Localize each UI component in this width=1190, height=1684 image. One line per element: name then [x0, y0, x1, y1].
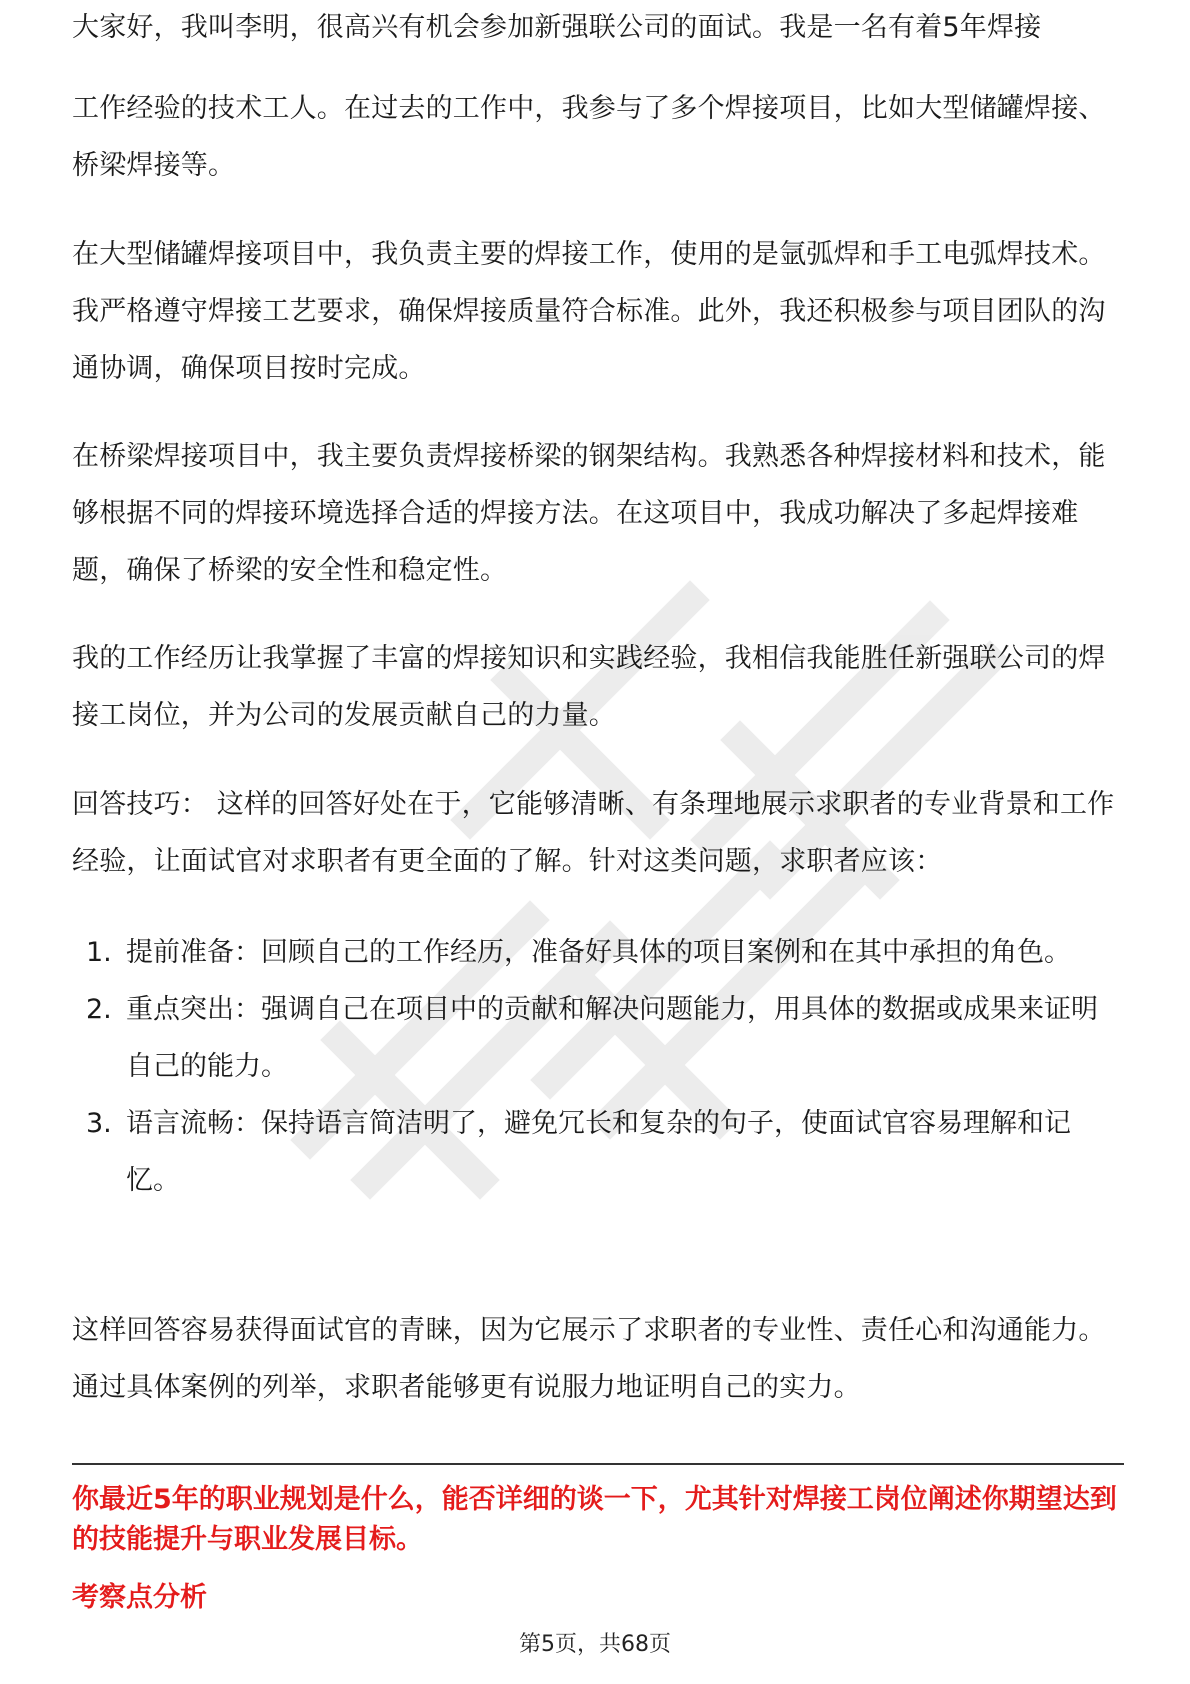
- list-item-number: 2.: [86, 994, 112, 1025]
- list-item: [72, 981, 1124, 1095]
- paragraph-bridge-project: [72, 428, 1124, 599]
- paragraph-text: 这样回答容易获得面试官的青睐，因为它展示了求职者的专业性、责任心和沟通能力。通过具体案例的列举，求职者能够更有说服力地证明自己的实力。: [72, 1315, 1106, 1403]
- list-item-text: 语言流畅：保持语言简洁明了，避免冗长和复杂的句子，使面试官容易理解和记忆。: [126, 1108, 1071, 1196]
- analysis-section-label: 考察点分析: [72, 1582, 207, 1613]
- paragraph-conclusion: [72, 630, 1124, 744]
- clipped-top-line: [72, 12, 1124, 58]
- list-item-number: 3.: [86, 1108, 112, 1139]
- list-item-text: 重点突出：强调自己在项目中的贡献和解决问题能力，用具体的数据或成果来证明自己的能力。: [126, 994, 1098, 1082]
- list-item: [72, 1095, 1124, 1209]
- paragraph-text: 在大型储罐焊接项目中，我负责主要的焊接工作，使用的是氩弧焊和手工电弧焊技术。我严格遵守焊接工艺要求，确保焊接质量符合标准。此外，我还积极参与项目团队的沟通协调，确保项目按时完成。: [72, 239, 1106, 384]
- list-item-number: 1.: [86, 937, 112, 968]
- paragraph-text: 我的工作经历让我掌握了丰富的焊接知识和实践经验，我相信我能胜任新强联公司的焊接工岗位，并为公司的发展贡献自己的力量。: [72, 643, 1106, 731]
- paragraph-text: 工作经验的技术工人。在过去的工作中，我参与了多个焊接项目，比如大型储罐焊接、桥梁焊接等。: [72, 93, 1106, 181]
- section-divider: [72, 1463, 1124, 1465]
- paragraph-storage-tank-project: [72, 226, 1124, 397]
- tips-list: [72, 924, 1124, 1209]
- list-item-text: 提前准备：回顾自己的工作经历，准备好具体的项目案例和在其中承担的角色。: [126, 937, 1071, 968]
- top-partial-line: 大家好，我叫李明，很高兴有机会参加新强联公司的面试。我是一名有着5年焊接: [72, 12, 1042, 43]
- interview-question-heading: 你最近5年的职业规划是什么，能否详细的谈一下，尤其针对焊接工岗位阐述你期望达到的技能提升与职业发展目标。: [72, 1484, 1117, 1555]
- paragraph-closing: [72, 1302, 1124, 1416]
- paragraph-experience-intro: [72, 80, 1124, 194]
- paragraph-text: 回答技巧： 这样的回答好处在于，它能够清晰、有条理地展示求职者的专业背景和工作经验，让面试官对求职者有更全面的了解。针对这类问题，求职者应该：: [72, 789, 1115, 877]
- paragraph-answer-tips: [72, 776, 1124, 890]
- list-item: [72, 924, 1124, 981]
- paragraph-text: 在桥梁焊接项目中，我主要负责焊接桥梁的钢架结构。我熟悉各种焊接材料和技术，能够根据不同的焊接环境选择合适的焊接方法。在这项目中，我成功解决了多起焊接难题，确保了桥梁的安全性和稳定性。: [72, 441, 1106, 586]
- page-indicator: 第5页，共68页: [519, 1632, 671, 1657]
